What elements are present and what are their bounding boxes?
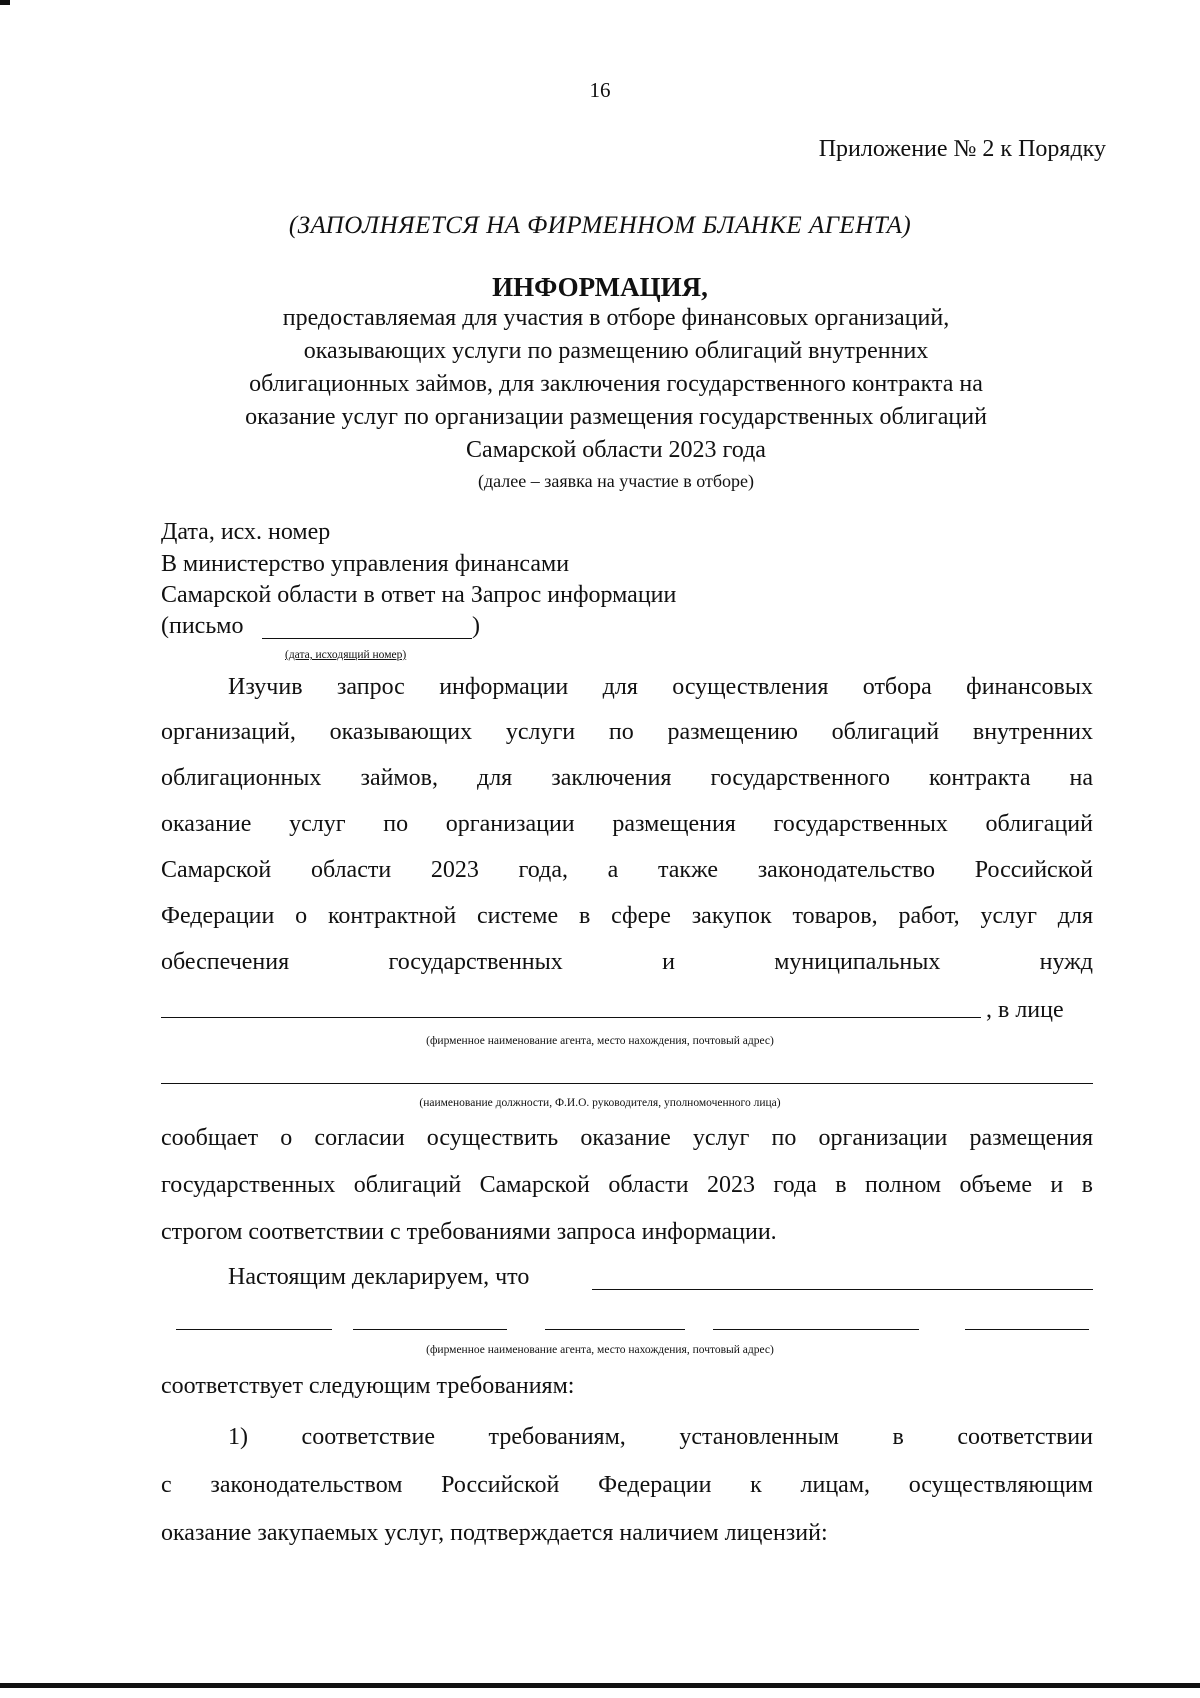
paragraph-line: Самарской области 2023 года, а также законодательство Российской bbox=[161, 857, 1093, 883]
document-title: ИНФОРМАЦИЯ, bbox=[492, 272, 708, 302]
letter-hint: (дата, исходящий номер) bbox=[285, 649, 407, 661]
head-name-hint: (наименование должности, Ф.И.О. руководителя, уполномоченного лица) bbox=[419, 1097, 781, 1109]
paragraph-line: Федерации о контрактной системе в сфере закупок товаров, работ, услуг для bbox=[161, 903, 1093, 929]
paragraph-line: сообщает о согласии осуществить оказание услуг по организации размещения bbox=[161, 1125, 1093, 1151]
paragraph-line: обеспечения государственных и муниципальных нужд bbox=[161, 949, 1093, 975]
letter-blank-line bbox=[262, 638, 472, 639]
subtitle-line: оказание услуг по организации размещения государственных облигаций bbox=[245, 404, 987, 430]
letter-label: (письмо bbox=[161, 613, 244, 639]
declare-blank-line bbox=[592, 1289, 1093, 1290]
head-name-blank bbox=[161, 1083, 1093, 1084]
scan-corner-mark bbox=[0, 0, 10, 5]
paragraph-line: государственных облигаций Самарской области 2023 года в полном объеме и в bbox=[161, 1172, 1093, 1198]
agent-name-hint: (фирменное наименование агента, место нахождения, почтовый адрес) bbox=[426, 1035, 774, 1047]
paragraph-line: оказание услуг по организации размещения государственных облигаций bbox=[161, 811, 1093, 837]
subtitle-note: (далее – заявка на участие в отборе) bbox=[477, 471, 754, 491]
subtitle-line: оказывающих услуги по размещению облигаций внутренних bbox=[303, 338, 929, 364]
paragraph-line: облигационных займов, для заключения государственного контракта на bbox=[161, 765, 1093, 791]
page-bottom-edge bbox=[0, 1683, 1200, 1688]
declare-label: Настоящим декларируем, что bbox=[228, 1264, 530, 1290]
requirement-line: 1) соответствие требованиям, установленным в соответствии bbox=[228, 1424, 1093, 1450]
agent-blank-segment bbox=[353, 1329, 507, 1330]
page-number: 16 bbox=[589, 78, 611, 102]
requirement-line: с законодательством Российской Федерации к лицам, осуществляющим bbox=[161, 1472, 1093, 1498]
agent-name-blank bbox=[161, 1017, 981, 1018]
paragraph-line: строгом соответствии с требованиями запроса информации. bbox=[161, 1219, 777, 1245]
agent-blank-segment bbox=[965, 1329, 1089, 1330]
letter-close-paren: ) bbox=[472, 613, 480, 639]
paragraph-line: организаций, оказывающих услуги по размещению облигаций внутренних bbox=[161, 719, 1093, 745]
ministry-line: В министерство управления финансами bbox=[161, 551, 570, 577]
requirements-intro: соответствует следующим требованиям: bbox=[161, 1373, 575, 1399]
subtitle-line: Самарской области 2023 года bbox=[466, 437, 766, 463]
subtitle-line: предоставляемая для участия в отборе финансовых организаций, bbox=[282, 305, 950, 331]
date-number-line: Дата, исх. номер bbox=[161, 519, 331, 545]
appendix-reference: Приложение № 2 к Порядку bbox=[818, 136, 1106, 162]
agent-blank-segment bbox=[545, 1329, 685, 1330]
in-person-label: , в лице bbox=[986, 997, 1064, 1023]
agent-blank-segment bbox=[713, 1329, 919, 1330]
agent-declare-hint: (фирменное наименование агента, место нахождения, почтовый адрес) bbox=[426, 1344, 774, 1356]
requirement-line: оказание закупаемых услуг, подтверждается наличием лицензий: bbox=[161, 1520, 828, 1546]
agent-blank-segment bbox=[176, 1329, 332, 1330]
subtitle-line: облигационных займов, для заключения государственного контракта на bbox=[249, 371, 983, 397]
request-reference-line: Самарской области в ответ на Запрос информации bbox=[161, 582, 677, 608]
paragraph-line: Изучив запрос информации для осуществления отбора финансовых bbox=[228, 674, 1093, 700]
letterhead-note: (ЗАПОЛНЯЕТСЯ НА ФИРМЕННОМ БЛАНКЕ АГЕНТА) bbox=[288, 212, 912, 239]
